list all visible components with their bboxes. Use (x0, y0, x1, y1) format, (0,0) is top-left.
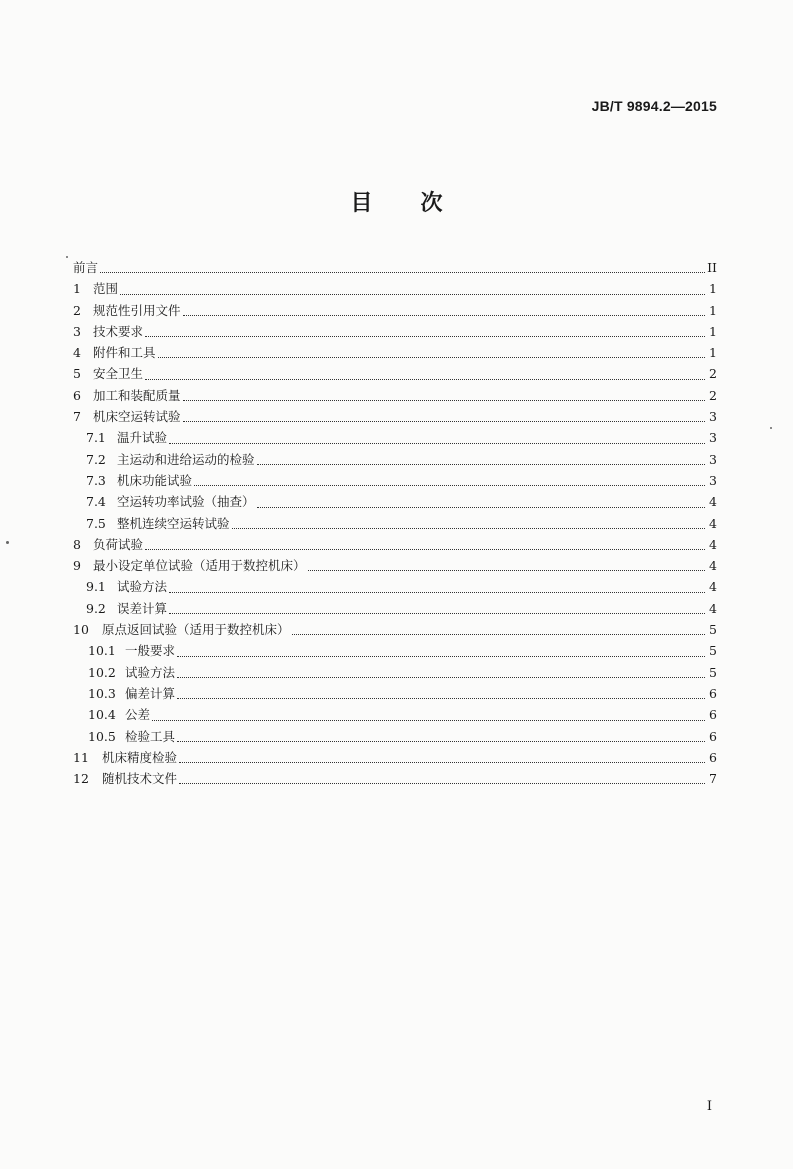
toc-entry-number: 10.1 (88, 643, 116, 659)
toc-entry-page: 6 (709, 707, 717, 723)
toc-entry-number: 10.4 (88, 707, 116, 723)
toc-entry-number: 7.3 (86, 472, 106, 488)
toc-entry[interactable] (73, 768, 717, 789)
toc-entry-page: II (707, 260, 717, 275)
dot-leader (257, 507, 705, 508)
toc-title-char-2: 次 (420, 190, 443, 216)
toc-entry-page: 6 (709, 685, 717, 701)
toc-entry-page: 1 (709, 345, 717, 361)
toc-entry-label: 一般要求 (125, 643, 176, 659)
toc-entry[interactable] (73, 342, 717, 363)
toc-entry-label: 机床空运转试验 (93, 409, 181, 425)
toc-entry-number: 9.2 (86, 600, 106, 616)
dot-leader (177, 656, 705, 657)
toc-entry-page: 5 (709, 622, 717, 638)
toc-entry[interactable] (73, 406, 717, 427)
toc-entry[interactable] (73, 683, 717, 704)
dot-leader (177, 741, 705, 742)
toc-entry-page: 4 (709, 600, 717, 616)
toc-entry-number: 10.3 (88, 685, 116, 701)
toc-entry-number: 10.2 (88, 664, 116, 680)
toc-entry-label: 公差 (125, 707, 151, 723)
toc-entry-label: 试验方法 (125, 664, 176, 680)
toc-entry[interactable] (73, 278, 717, 299)
toc-entry-label: 规范性引用文件 (93, 302, 181, 318)
toc-entry-page: 3 (709, 472, 717, 488)
scan-speck (770, 427, 772, 429)
toc-entry[interactable] (73, 534, 717, 555)
dot-leader (158, 357, 705, 358)
toc-entry-page: 2 (709, 387, 717, 403)
dot-leader (183, 400, 705, 401)
dot-leader (169, 613, 705, 614)
toc-entry[interactable] (73, 619, 717, 640)
dot-leader (145, 336, 705, 337)
toc-entry-label: 温升试验 (117, 430, 168, 446)
toc-entry[interactable] (73, 704, 717, 725)
toc-entry-page: 5 (709, 643, 717, 659)
page-number: I (706, 1099, 712, 1114)
dot-leader (145, 549, 705, 550)
toc-entry-label: 机床功能试验 (117, 472, 193, 488)
toc-title-char-1: 目 (350, 190, 373, 216)
toc-entry[interactable] (73, 257, 717, 278)
dot-leader (120, 294, 705, 295)
toc-entry-number: 2 (73, 302, 81, 318)
toc-entry-page: 3 (709, 430, 717, 446)
toc-entry[interactable] (73, 449, 717, 470)
toc-entry-label: 随机技术文件 (102, 771, 178, 787)
toc-entry-label: 范围 (93, 281, 119, 297)
dot-leader (183, 421, 705, 422)
toc-entry-number: 1 (73, 281, 81, 297)
toc-entry[interactable] (73, 385, 717, 406)
toc-entry-page: 3 (709, 409, 717, 425)
toc-entry-number: 12 (73, 771, 89, 787)
dot-leader (177, 698, 705, 699)
toc-entry-page: 4 (709, 494, 717, 510)
toc-entry-number: 7.4 (86, 494, 106, 510)
toc-title (0, 186, 793, 217)
dot-leader (179, 783, 705, 784)
dot-leader (308, 570, 705, 571)
toc-entry[interactable] (73, 555, 717, 576)
dot-leader (183, 315, 705, 316)
toc-entry-page: 5 (709, 664, 717, 680)
toc-entry-page: 1 (709, 302, 717, 318)
standard-number: JB/T 9894.2—2015 (591, 98, 717, 114)
toc-entry[interactable] (73, 662, 717, 683)
toc-entry-number: 8 (73, 536, 81, 552)
scan-speck (6, 541, 9, 544)
toc-entry-page: 4 (709, 536, 717, 552)
toc-entry-number: 6 (73, 387, 81, 403)
toc-entry-label: 技术要求 (93, 323, 144, 339)
toc-entry-label: 加工和装配质量 (93, 387, 181, 403)
toc-entry-number: 5 (73, 366, 81, 382)
toc-entry-label: 安全卫生 (93, 366, 144, 382)
toc-entry-label: 试验方法 (117, 579, 168, 595)
dot-leader (145, 379, 705, 380)
toc-entry[interactable] (73, 513, 717, 534)
toc-entry-label: 空运转功率试验（抽查） (117, 494, 255, 510)
toc-entry-label: 负荷试验 (93, 536, 144, 552)
toc-entry[interactable] (73, 576, 717, 597)
toc-entry-label: 机床精度检验 (102, 749, 178, 765)
toc-entry-number: 7.1 (86, 430, 106, 446)
dot-leader (100, 272, 705, 273)
toc-entry-page: 4 (709, 579, 717, 595)
dot-leader (194, 485, 705, 486)
toc-entry[interactable] (73, 726, 717, 747)
toc-entry-page: 2 (709, 366, 717, 382)
dot-leader (169, 592, 705, 593)
dot-leader (179, 762, 705, 763)
toc-entry[interactable] (73, 598, 717, 619)
toc-entry[interactable] (73, 363, 717, 384)
toc-entry-label: 误差计算 (117, 600, 168, 616)
toc-entry-label: 主运动和进给运动的检验 (117, 451, 255, 467)
toc-entry[interactable] (73, 640, 717, 661)
toc-entry-number: 4 (73, 345, 81, 361)
dot-leader (177, 677, 705, 678)
toc-entry[interactable] (73, 491, 717, 512)
dot-leader (257, 464, 705, 465)
toc-entry-page: 6 (709, 728, 717, 744)
toc-entry-label: 偏差计算 (125, 685, 176, 701)
toc-entry-label: 最小设定单位试验（适用于数控机床） (93, 558, 306, 574)
toc-entry-label: 附件和工具 (93, 345, 156, 361)
dot-leader (169, 443, 705, 444)
toc-entry-page: 4 (709, 515, 717, 531)
toc-entry-number: 10.5 (88, 728, 116, 744)
toc-entry-number: 7.2 (86, 451, 106, 467)
toc-entry-page: 1 (709, 323, 717, 339)
toc-entry[interactable] (73, 427, 717, 448)
toc-entry[interactable] (73, 747, 717, 768)
toc-entry-page: 4 (709, 558, 717, 574)
toc-entry-label: 检验工具 (125, 728, 176, 744)
dot-leader (152, 720, 705, 721)
toc-entry-number: 11 (73, 749, 89, 765)
toc-entry-number: 9.1 (86, 579, 106, 595)
toc-entry-label: 原点返回试验（适用于数控机床） (102, 622, 290, 638)
dot-leader (232, 528, 705, 529)
toc-entry-number: 7.5 (86, 515, 106, 531)
toc-entry-number: 10 (73, 622, 89, 638)
toc-entry[interactable] (73, 300, 717, 321)
toc-entry-number: 7 (73, 409, 81, 425)
toc-entry-page: 6 (709, 749, 717, 765)
toc-entry-number: 9 (73, 558, 81, 574)
toc-entry-label: 前言 (73, 260, 99, 275)
toc-entry[interactable] (73, 321, 717, 342)
table-of-contents (73, 257, 717, 789)
toc-entry-page: 3 (709, 451, 717, 467)
scan-speck (66, 256, 68, 258)
toc-entry[interactable] (73, 470, 717, 491)
dot-leader (292, 634, 705, 635)
toc-entry-page: 7 (709, 771, 717, 787)
toc-entry-page: 1 (709, 281, 717, 297)
toc-entry-number: 3 (73, 323, 81, 339)
toc-entry-label: 整机连续空运转试验 (117, 515, 230, 531)
